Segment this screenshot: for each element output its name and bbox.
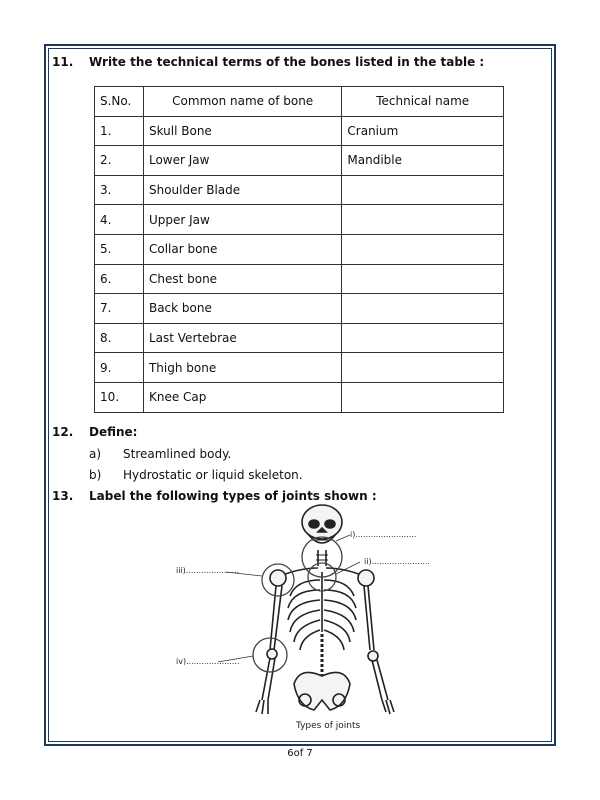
table-row [95,175,504,205]
skeleton-diagram [170,500,450,735]
row-common-name: Lower Jaw [143,146,341,176]
row-common-name: Shoulder Blade [143,175,341,205]
table-row [95,116,504,146]
row-common-name: Last Vertebrae [143,323,341,353]
row-common-name: Chest bone [143,264,341,294]
table-row [95,234,504,264]
row-technical-name[interactable] [342,234,504,264]
joint-label-iii: iii)..................... [176,566,240,575]
item-b-text: Hydrostatic or liquid skeleton. [123,468,303,482]
row-sno: 4. [95,205,144,235]
table-row [95,294,504,324]
page-number: 6of 7 [287,748,313,759]
table-row [95,323,504,353]
table-row [95,205,504,235]
row-common-name: Thigh bone [143,353,341,383]
joint-label-iv: iv)..................... [176,657,240,666]
diagram-caption: Types of joints [296,721,361,731]
row-technical-name[interactable] [342,205,504,235]
table-row [95,382,504,412]
row-technical-name[interactable]: Mandible [342,146,504,176]
row-technical-name[interactable] [342,175,504,205]
item-b-label: b) [89,468,102,482]
question-12-number: 12. [52,425,74,439]
row-sno: 6. [95,264,144,294]
row-technical-name[interactable] [342,353,504,383]
row-technical-name[interactable] [342,294,504,324]
table-header-row [95,87,504,117]
row-technical-name[interactable] [342,382,504,412]
header-technical-name: Technical name [342,87,504,117]
row-common-name: Knee Cap [143,382,341,412]
header-sno: S.No. [95,87,144,117]
row-technical-name[interactable] [342,323,504,353]
table-row [95,146,504,176]
row-common-name: Collar bone [143,234,341,264]
header-common-name: Common name of bone [143,87,341,117]
item-a-text: Streamlined body. [123,447,232,461]
row-sno: 5. [95,234,144,264]
question-11-number: 11. [52,55,74,69]
row-sno: 9. [95,353,144,383]
row-common-name: Back bone [143,294,341,324]
item-a-label: a) [89,447,102,461]
row-sno: 8. [95,323,144,353]
joint-circles [253,537,342,672]
row-sno: 10. [95,382,144,412]
row-technical-name[interactable]: Cranium [342,116,504,146]
joint-label-ii: ii)....................... [364,557,431,566]
table-row [95,353,504,383]
row-sno: 7. [95,294,144,324]
row-common-name: Skull Bone [143,116,341,146]
row-technical-name[interactable] [342,264,504,294]
question-13-text: Label the following types of joints shown : [89,489,377,503]
bones-table [94,86,504,413]
question-11-text: Write the technical terms of the bones listed in the table : [89,55,485,69]
row-sno: 2. [95,146,144,176]
label-leader-lines [218,535,360,662]
row-sno: 3. [95,175,144,205]
question-13-number: 13. [52,489,74,503]
question-12-text: Define: [89,425,138,439]
row-sno: 1. [95,116,144,146]
table-row [95,264,504,294]
row-common-name: Upper Jaw [143,205,341,235]
joint-label-i: i)........................ [350,530,417,539]
